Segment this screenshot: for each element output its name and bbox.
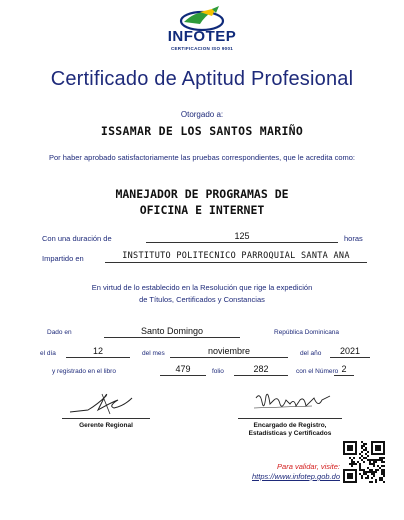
month-value: noviembre: [170, 345, 288, 358]
logo-tagline: CERTIFICACION ISO 9001: [170, 46, 234, 51]
year-value: 2021: [330, 345, 370, 358]
program-name: [0, 186, 404, 218]
right-signature-label-1: Encargado de Registro,: [253, 422, 327, 429]
year-label: del año: [300, 350, 322, 357]
left-signature-label: Gerente Regional: [79, 422, 133, 429]
logo-wordmark: INFOTEP: [167, 28, 237, 45]
country-label: República Dominicana: [274, 329, 340, 336]
day-value: 12: [66, 345, 130, 358]
right-signature-label: [222, 422, 358, 438]
program-line-1: MANEJADOR DE PROGRAMAS DE: [115, 187, 289, 201]
validation-link[interactable]: https://www.infotep.gob.do: [252, 472, 340, 481]
place-value: Santo Domingo: [104, 326, 240, 338]
book-label: y registrado en el libro: [52, 368, 116, 375]
folio-value: 282: [234, 363, 288, 376]
right-signature-label-2: Estadísticas y Certificados: [248, 430, 332, 437]
recipient-name: ISSAMAR DE LOS SANTOS MARIÑO: [100, 124, 304, 138]
number-label: con el Número: [296, 368, 339, 375]
book-value: 479: [160, 363, 206, 376]
number-value: 2: [334, 363, 354, 376]
program-line-2: OFICINA E INTERNET: [139, 203, 265, 217]
regional-manager-signature: [68, 388, 140, 416]
certificate-title: Certificado de Aptitud Profesional: [50, 68, 354, 90]
validation-note: [228, 462, 340, 482]
provider-label: Impartido en: [42, 254, 84, 263]
left-signature-line: [62, 418, 150, 419]
validation-text: Para validar, visite:: [277, 462, 340, 471]
right-signature-line: [238, 418, 342, 419]
day-label: el día: [40, 350, 56, 357]
resolution-text: [0, 282, 404, 306]
granted-label: Otorgado a:: [180, 110, 224, 119]
reason-text: Por haber aprobado satisfactoriamente las pruebas correspondientes, que le acredita como:: [48, 153, 355, 162]
registry-officer-signature: [252, 388, 338, 418]
provider-value: INSTITUTO POLITECNICO PARROQUIAL SANTA ANA: [105, 250, 367, 263]
resolution-line-1: En virtud de lo establecido en la Resolución que rige la expedición: [91, 283, 313, 292]
duration-value: 125: [146, 231, 338, 243]
qr-code: [343, 441, 385, 483]
place-label: Dado en: [47, 329, 72, 336]
folio-label: folio: [212, 368, 224, 375]
duration-label: Con una duración de: [42, 234, 112, 243]
duration-unit: horas: [344, 234, 363, 243]
month-label: del mes: [142, 350, 165, 357]
resolution-line-2: de Títulos, Certificados y Constancias: [139, 295, 265, 304]
